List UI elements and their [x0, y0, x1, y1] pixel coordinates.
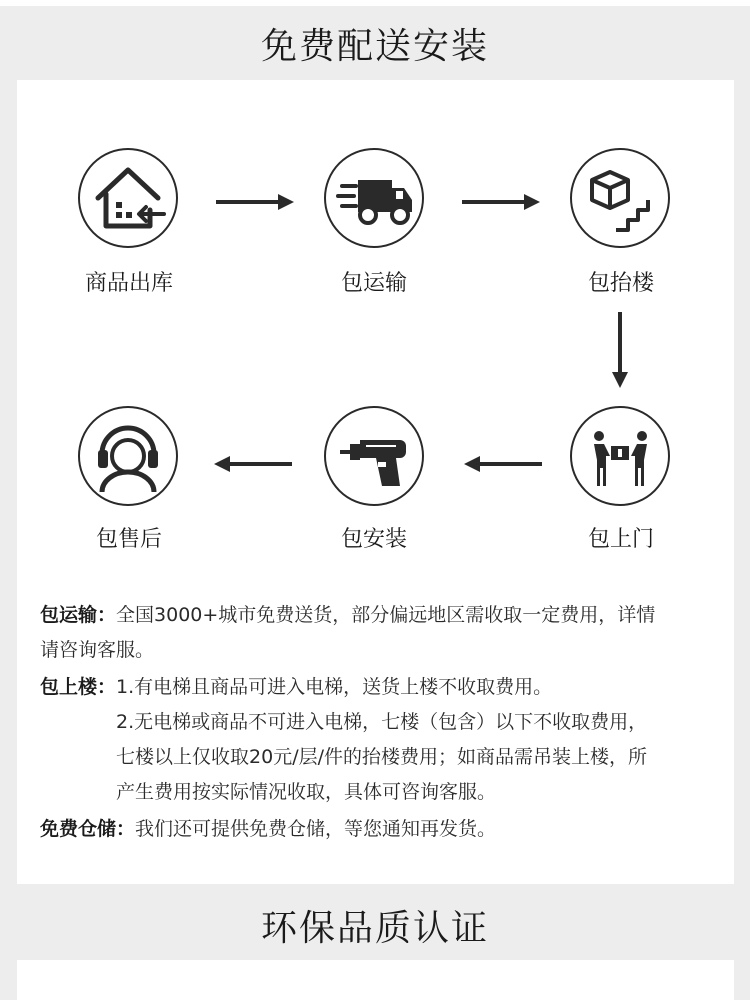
note-line: 我们还可提供免费仓储，等您通知再发货。 — [135, 818, 497, 840]
note-storage-key: 免费仓储： — [40, 818, 136, 840]
drill-icon — [326, 408, 422, 504]
truck-icon — [326, 150, 422, 246]
note-upstairs-value — [116, 670, 720, 810]
note-line: 七楼以上仅收取20元/层/件的抬楼费用；如商品需吊装上楼，所 — [116, 746, 647, 768]
section-title-certification: 环保品质认证 — [260, 908, 489, 949]
note-transport-value — [116, 598, 720, 633]
step-circle-truck — [324, 148, 424, 248]
note-storage — [40, 812, 720, 847]
certification-panel — [17, 960, 734, 1000]
arrow-right-2 — [462, 192, 542, 212]
step-label-warehouse: 商品出库 — [84, 271, 173, 296]
note-line: 请咨询客服。 — [40, 639, 155, 661]
note-storage-value — [135, 812, 720, 847]
arrow-down — [610, 312, 630, 390]
note-line: 全国3000+城市免费送货，部分偏远地区需收取一定费用，详情 — [116, 604, 656, 626]
arrow-left-1 — [462, 454, 542, 474]
step-circle-warehouse — [78, 148, 178, 248]
step-label-delivery: 包上门 — [587, 527, 654, 552]
section-title-delivery: 免费配送安装 — [260, 26, 489, 67]
delivery-people-icon — [572, 408, 668, 504]
step-label-install: 包安装 — [340, 527, 407, 552]
step-circle-aftersales — [78, 406, 178, 506]
notes-block — [40, 598, 720, 847]
note-line: 产生费用按实际情况收取，具体可咨询客服。 — [116, 781, 497, 803]
note-line: 1.有电梯且商品可进入电梯，送货上楼不收取费用。 — [116, 676, 553, 698]
arrow-left-2 — [212, 454, 292, 474]
step-circle-stairs — [570, 148, 670, 248]
note-transport-key: 包运输： — [40, 604, 117, 626]
warehouse-icon — [80, 150, 176, 246]
arrow-right-1 — [216, 192, 296, 212]
note-upstairs-key: 包上楼： — [40, 676, 117, 698]
step-label-aftersales: 包售后 — [95, 527, 162, 552]
step-label-upstairs: 包抬楼 — [587, 271, 654, 296]
note-line: 2.无电梯或商品不可进入电梯，七楼（包含）以下不收取费用， — [116, 711, 648, 733]
note-transport — [40, 598, 720, 633]
box-stairs-icon — [572, 150, 668, 246]
step-circle-delivery — [570, 406, 670, 506]
step-circle-install — [324, 406, 424, 506]
top-strip — [0, 0, 750, 6]
step-label-transport: 包运输 — [340, 271, 407, 296]
headset-icon — [80, 408, 176, 504]
note-upstairs — [40, 670, 720, 810]
